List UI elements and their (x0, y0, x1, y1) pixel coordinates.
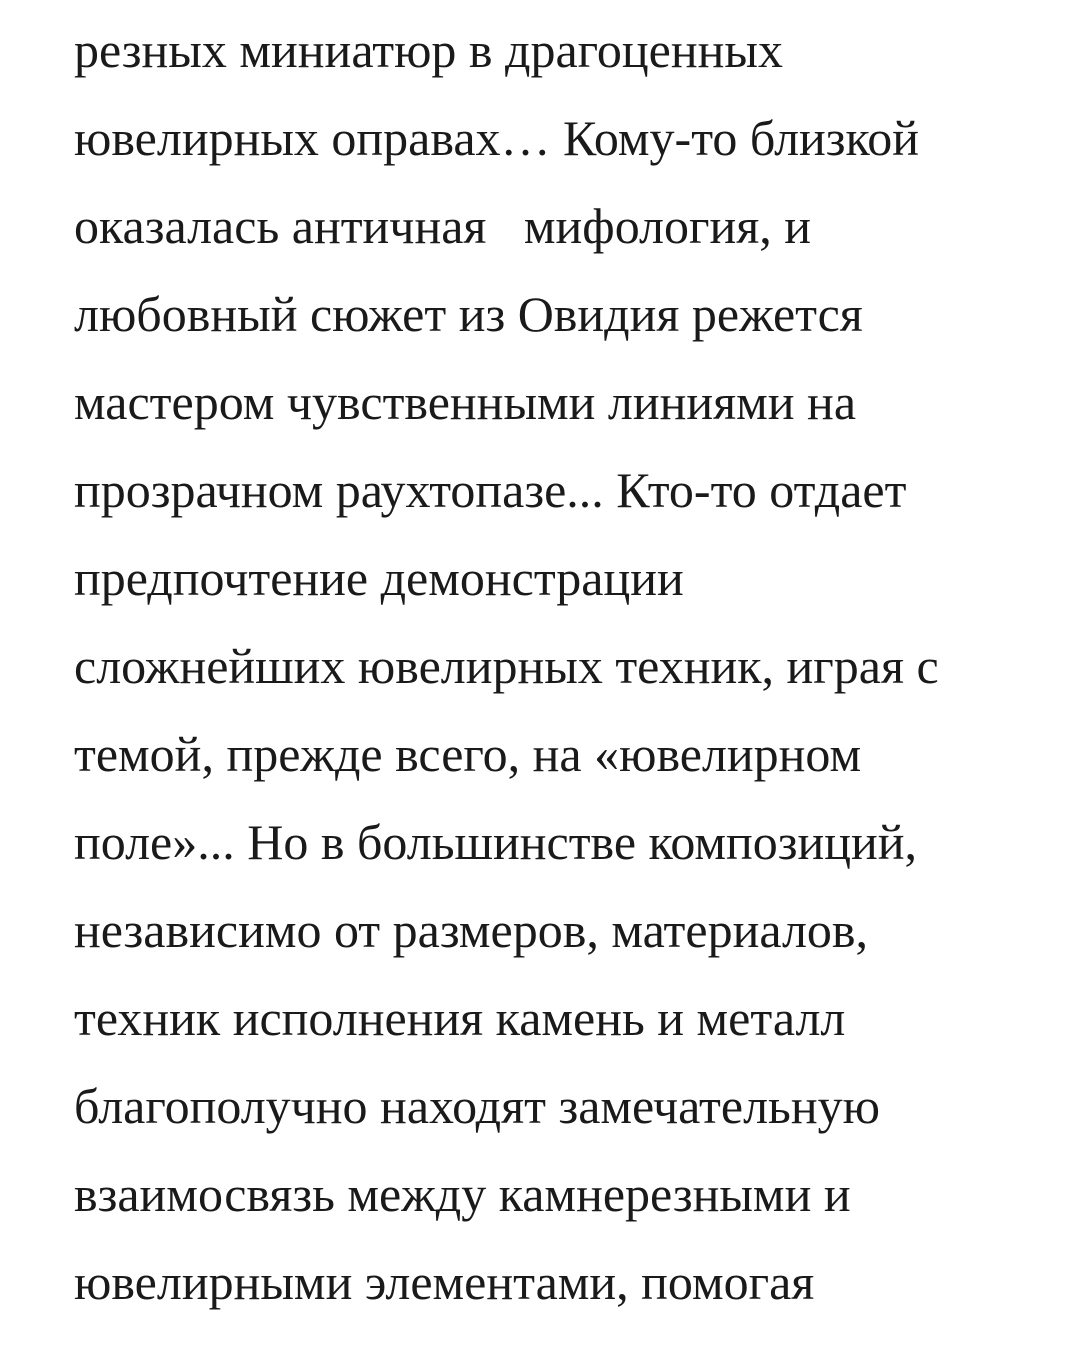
text-line: мастером чувственными линиями на (74, 374, 857, 430)
text-line: техник исполнения камень и металл (74, 990, 846, 1046)
text-line: любовный сюжет из Овидия режется (74, 286, 863, 342)
text-line: независимо от размеров, материалов, (74, 902, 869, 958)
text-line: сложнейших ювелирных техник, играя с (74, 638, 939, 694)
text-line: предпочтение демонстрации (74, 550, 684, 606)
text-line: оказалась античная мифология, и (74, 198, 812, 254)
text-line: прозрачном раухтопазе... Кто-то отдает (74, 462, 907, 518)
text-line: благополучно находят замечательную (74, 1078, 880, 1134)
text-line: поле»... Но в большинстве композиций, (74, 814, 918, 870)
text-line: ювелирными элементами, помогая (74, 1254, 815, 1310)
text-line: взаимосвязь между камнерезными и (74, 1166, 851, 1222)
text-line: темой, прежде всего, на «ювелирном (74, 726, 862, 782)
text-line: ювелирных оправах… Кому-то близкой (74, 110, 920, 166)
text-line: резных миниатюр в драгоценных (74, 22, 783, 78)
